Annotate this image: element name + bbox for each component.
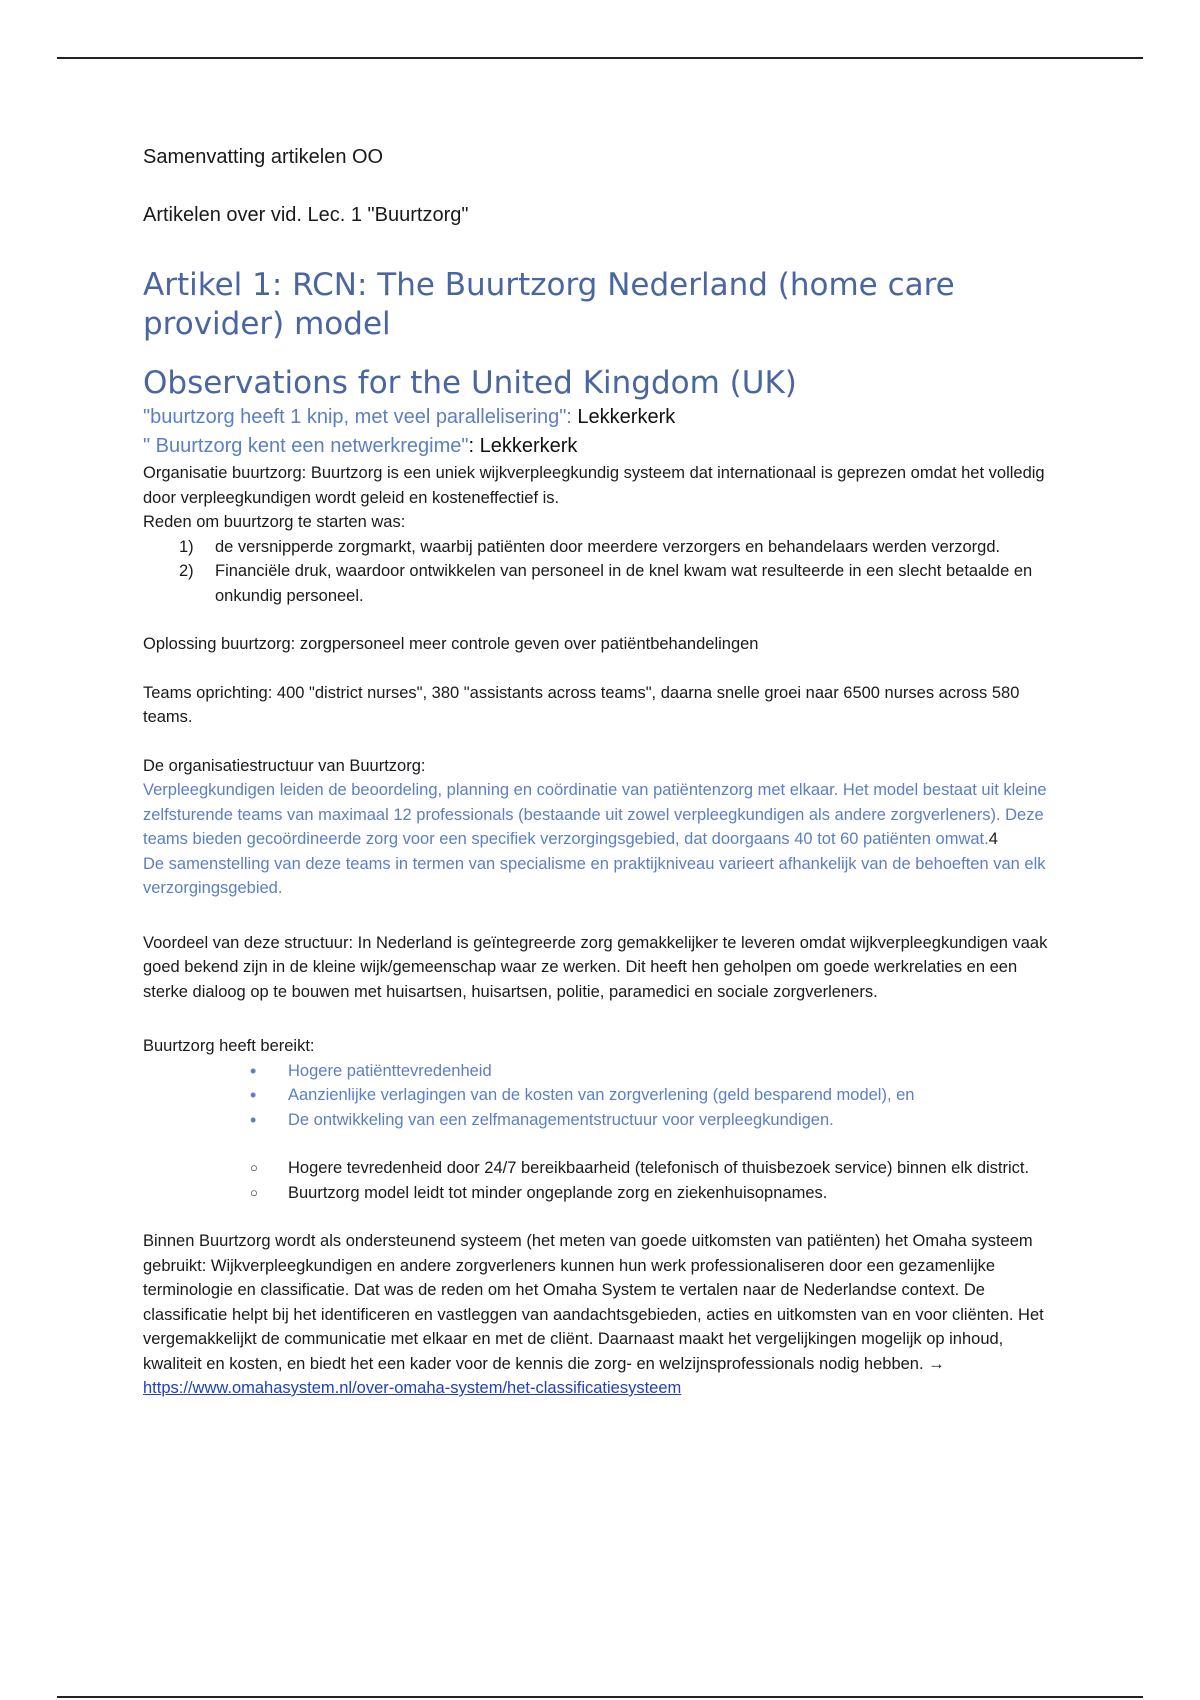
voordeel-paragraph: Voordeel van deze structuur: In Nederland is geïntegreerde zorg gemakkelijker te leveren omdat wijkverpleegkundigen vaak goed bekend zijn in de kleine wijk/gemeenschap waar ze werken. Dit heeft hen geholpen om goede werkrelaties en een sterke dialoog op te bouwen met huisartsen, huisartsen, politie, paramedici en sociale zorgverleners.: [143, 933, 1048, 1001]
list-number: 2): [179, 562, 194, 580]
document-body: [143, 142, 1063, 1401]
document-title: Samenvatting artikelen OO: [143, 146, 384, 168]
quote-1-source: Lekkerkerk: [571, 406, 676, 428]
quote-2: [143, 432, 1063, 461]
organisatie-paragraph: Organisatie buurtzorg: Buurtzorg is een uniek wijkverpleegkundig systeem dat internationaal is geprezen omdat het volledig door verpleegkundigen wordt geleid en kosteneffectief is.: [143, 464, 1045, 507]
list-item-text: Aanzienlijke verlagingen van de kosten van zorgverlening (geld besparend model), en: [288, 1086, 915, 1104]
list-number: 1): [179, 537, 194, 556]
list-item-text: Hogere tevredenheid door 24/7 bereikbaarheid (telefonisch of thuisbezoek service) binnen elk district.: [288, 1159, 1030, 1177]
quote-1: [143, 403, 1063, 432]
omaha-link[interactable]: https://www.omahasystem.nl/over-omaha-system/het-classificatiesysteem: [143, 1379, 682, 1397]
bereikt-intro: Buurtzorg heeft bereikt:: [143, 1037, 315, 1055]
bereikt-sub-bullets: [143, 1156, 1063, 1205]
circle-bullet-icon: ○: [250, 1184, 258, 1200]
structuur-paragraph: [143, 778, 1063, 852]
bullet-icon: •: [250, 1085, 257, 1105]
list-item-text: Financiële druk, waardoor ontwikkelen van personeel in de knel kwam wat resulteerde in een slecht betaalde en onkundig personeel.: [215, 562, 1033, 605]
bullet-icon: •: [250, 1109, 257, 1130]
quote-2-source: : Lekkerkerk: [468, 435, 578, 457]
document-subtitle: Artikelen over vid. Lec. 1 "Buurtzorg": [143, 204, 469, 226]
list-item-text: de versnipperde zorgmarkt, waarbij patiënten door meerdere verzorgers en behandelaars werden verzorgd.: [215, 537, 1001, 556]
structuur-intro: De organisatiestructuur van Buurtzorg:: [143, 756, 426, 775]
teams-paragraph: Teams oprichting: 400 "district nurses", 380 "assistants across teams", daarna snelle groei naar 6500 nurses across 580 teams.: [143, 683, 1020, 726]
omaha-link-line: [143, 1376, 1063, 1401]
list-item-text: Hogere patiënttevredenheid: [288, 1061, 492, 1080]
article-heading: Artikel 1: RCN: The Buurtzorg Nederland (home care provider) model: [143, 267, 955, 342]
oplossing-paragraph: Oplossing buurtzorg: zorgpersoneel meer controle geven over patiëntbehandelingen: [143, 635, 759, 653]
list-item: [143, 1108, 1063, 1133]
list-item-text: Buurtzorg model leidt tot minder ongeplande zorg en ziekenhuisopnames.: [288, 1183, 828, 1202]
samenstelling-paragraph: De samenstelling van deze teams in termen van specialisme en praktijkniveau varieert afhankelijk van de behoeften van elk verzorgingsgebied.: [143, 854, 1046, 897]
omaha-text: Binnen Buurtzorg wordt als ondersteunend systeem (het meten van goede uitkomsten van patiënten) het Omaha systeem gebruikt: Wijkverpleegkundigen en andere zorgverleners kunnen hun werk professionaliseren door een gezamenlijke terminologie en classificatie. Dat was de reden om het Omaha System te vertalen naar de Nederlandse context. De classificatie helpt bij het identificeren en vastleggen van aandachtsgebieden, acties en uitkomsten van en voor cliënten. Het vergemakkelijkt de communicatie met elkaar en met de cliënt. Daarnaast maakt het vergelijkingen mogelijk op inhoud, kwaliteit en kosten, en biedt het een kader voor de kennis die zorg- en welzijnsprofessionals nodig hebben.: [143, 1232, 1044, 1373]
reasons-list: [143, 535, 1063, 609]
bullet-icon: •: [250, 1060, 257, 1081]
structuur-text: Verpleegkundigen leiden de beoordeling, planning en coördinatie van patiëntenzorg met elkaar. Het model bestaat uit kleine zelfsturende teams van maximaal 12 professionals (bestaande uit zowel verpleegkundigen als andere zorgverleners). Deze teams bieden gecoördineerde zorg voor een specifiek verzorgingsgebied, dat doorgaans 40 tot 60 patiënten omwat.: [143, 781, 1047, 848]
list-item: [143, 559, 1063, 608]
quote-2-text: " Buurtzorg kent een netwerkregime": [143, 435, 469, 457]
list-item-text: De ontwikkeling van een zelfmanagementstructuur voor verpleegkundigen.: [288, 1110, 834, 1129]
article-subheading: Observations for the United Kingdom (UK): [143, 365, 797, 401]
top-rule: [57, 57, 1143, 59]
quote-1-text: "buurtzorg heeft 1 knip, met veel parallelisering":: [143, 406, 572, 428]
circle-bullet-icon: ○: [250, 1160, 258, 1175]
list-item: [143, 1083, 1063, 1108]
list-item: [143, 1059, 1063, 1084]
list-item: [143, 535, 1063, 560]
list-item: [143, 1156, 1063, 1181]
footnote-ref: 4: [988, 830, 998, 848]
omaha-paragraph: [143, 1229, 1063, 1376]
bottom-rule: [57, 1696, 1143, 1698]
arrow-right-icon: →: [928, 1354, 945, 1373]
bereikt-bullets: [143, 1059, 1063, 1133]
reden-intro: Reden om buurtzorg te starten was:: [143, 513, 406, 531]
list-item: [143, 1181, 1063, 1206]
